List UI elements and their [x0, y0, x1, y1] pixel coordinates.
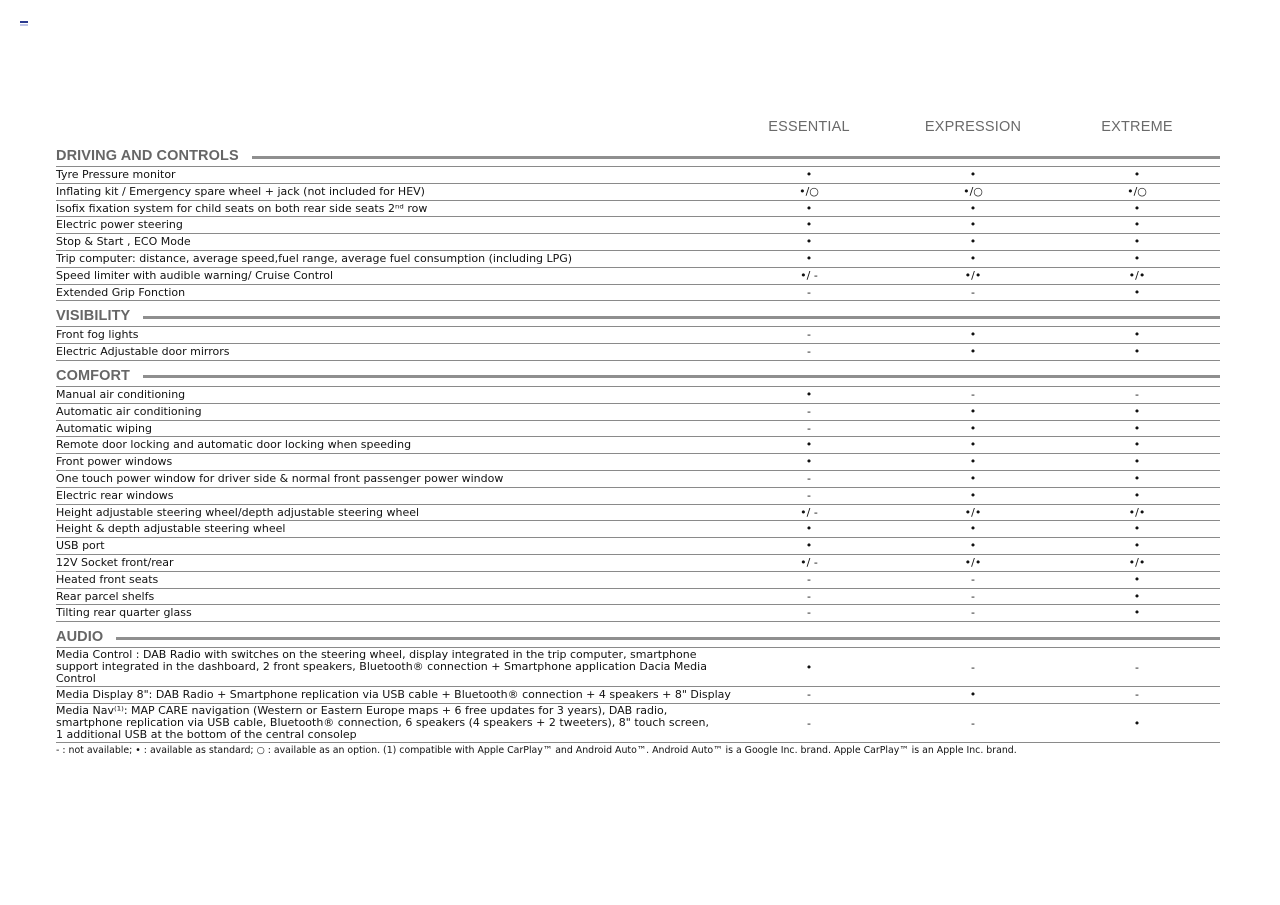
feature-label: Stop & Start , ECO Mode [56, 235, 191, 249]
availability-cell: •/ - [800, 268, 818, 282]
availability-cell: • [969, 218, 977, 232]
availability-cell: •/• [1128, 268, 1146, 282]
availability-cell: - [1135, 387, 1139, 401]
column-header-extreme: EXTREME [1101, 119, 1173, 135]
feature-label: Manual air conditioning [56, 387, 186, 401]
availability-cell: • [1133, 285, 1141, 299]
availability-cell: • [969, 251, 977, 265]
availability-cell: • [805, 539, 813, 553]
availability-cell: •/• [1128, 555, 1146, 569]
section-header [56, 306, 1220, 326]
availability-cell: - [807, 488, 811, 502]
availability-cell: • [805, 661, 813, 675]
table-row [56, 505, 1220, 522]
availability-cell: - [807, 471, 811, 485]
feature-label: Front fog lights [56, 328, 139, 342]
availability-cell: • [1133, 328, 1141, 342]
table-row [56, 166, 1220, 184]
availability-cell: - [807, 345, 811, 359]
feature-label: Rear parcel shelfs [56, 589, 155, 603]
table-row [56, 217, 1220, 234]
table-row [56, 421, 1220, 438]
availability-cell: •/○ [963, 184, 983, 198]
feature-label: 12V Socket front/rear [56, 555, 174, 569]
availability-cell: • [1133, 488, 1141, 502]
availability-cell: •/ - [800, 555, 818, 569]
table-row [56, 555, 1220, 572]
availability-cell: •/• [964, 268, 982, 282]
availability-cell: • [969, 488, 977, 502]
table-row [56, 184, 1220, 201]
section-header [56, 366, 1220, 386]
availability-cell: - [807, 285, 811, 299]
table-row [56, 572, 1220, 589]
availability-cell: - [807, 716, 811, 730]
availability-cell: • [1133, 471, 1141, 485]
table-row [56, 704, 1220, 743]
feature-label: Automatic air conditioning [56, 404, 202, 418]
section-header [56, 146, 1220, 166]
availability-cell: • [1133, 522, 1141, 536]
hamburger-icon[interactable] [20, 21, 28, 27]
availability-cell: • [969, 345, 977, 359]
section-title: COMFORT [56, 367, 130, 384]
availability-cell: • [1133, 235, 1141, 249]
availability-cell: - [807, 606, 811, 620]
availability-cell: • [1133, 716, 1141, 730]
column-header-expression: EXPRESSION [924, 119, 1022, 135]
availability-cell: - [807, 572, 811, 586]
availability-cell: • [1133, 218, 1141, 232]
footnote: - : not available; • : available as standard; ○ : available as an option. (1) compatible with Apple CarPlay™ and Android Auto™. Android Auto™ is a Google Inc. brand. Apple CarPlay™ is an Apple Inc. brand. [56, 744, 1017, 756]
availability-cell: • [969, 539, 977, 553]
table-row [56, 687, 1220, 704]
table-row [56, 201, 1220, 218]
availability-cell: • [1133, 438, 1141, 452]
availability-cell: • [805, 218, 813, 232]
availability-cell: • [805, 522, 813, 536]
availability-cell: • [1133, 572, 1141, 586]
table-row [56, 251, 1220, 268]
feature-label: Electric rear windows [56, 488, 174, 502]
availability-cell: - [971, 716, 975, 730]
availability-cell: - [971, 285, 975, 299]
availability-cell: • [1133, 606, 1141, 620]
feature-label: Extended Grip Fonction [56, 285, 186, 299]
section-divider [116, 637, 1220, 640]
feature-label: Front power windows [56, 455, 173, 469]
feature-label: Height & depth adjustable steering wheel [56, 522, 286, 536]
table-row [56, 404, 1220, 421]
table-row [56, 344, 1220, 361]
table-row [56, 488, 1220, 505]
feature-label: Electric Adjustable door mirrors [56, 345, 230, 359]
table-row [56, 437, 1220, 454]
availability-cell: • [969, 688, 977, 702]
availability-cell: - [971, 572, 975, 586]
spec-table [56, 117, 1220, 756]
feature-label: Media Control : DAB Radio with switches on the steering wheel, display integrated in the trip computer, smartphone support integrated in the dashboard, 2 front speakers, Bluetooth® connection + Smartphone application Dacia Media Control [56, 648, 707, 686]
feature-label: Media Display 8": DAB Radio + Smartphone replication via USB cable + Bluetooth® connection + 4 speakers + 8" Display [56, 688, 731, 702]
availability-cell: • [1133, 345, 1141, 359]
section-divider [252, 156, 1220, 159]
availability-cell: • [1133, 539, 1141, 553]
table-row [56, 605, 1220, 622]
availability-cell: - [807, 589, 811, 603]
availability-cell: - [807, 421, 811, 435]
availability-cell: •/• [964, 555, 982, 569]
availability-cell: • [969, 438, 977, 452]
section-divider [143, 316, 1220, 319]
feature-label: Heated front seats [56, 572, 159, 586]
section-header [56, 627, 1220, 647]
availability-cell: • [1133, 201, 1141, 215]
column-header-essential: ESSENTIAL [768, 119, 850, 135]
availability-cell: • [969, 201, 977, 215]
availability-cell: • [1133, 455, 1141, 469]
availability-cell: •/• [964, 505, 982, 519]
availability-cell: • [1133, 421, 1141, 435]
availability-cell: • [805, 387, 813, 401]
table-row [56, 538, 1220, 555]
feature-label: Tilting rear quarter glass [56, 606, 192, 620]
table-row [56, 454, 1220, 471]
availability-cell: • [805, 251, 813, 265]
column-headers [56, 117, 1220, 141]
feature-label: Automatic wiping [56, 421, 152, 435]
availability-cell: • [969, 421, 977, 435]
feature-label: Remote door locking and automatic door locking when speeding [56, 438, 412, 452]
table-row [56, 471, 1220, 488]
feature-label: Trip computer: distance, average speed,fuel range, average fuel consumption (including LPG) [56, 251, 573, 265]
table-row [56, 647, 1220, 687]
availability-cell: • [805, 168, 813, 181]
availability-cell: - [971, 661, 975, 675]
availability-cell: • [1133, 168, 1141, 181]
availability-cell: • [805, 455, 813, 469]
table-row [56, 268, 1220, 285]
availability-cell: •/ - [800, 505, 818, 519]
availability-cell: • [1133, 589, 1141, 603]
feature-label: Height adjustable steering wheel/depth adjustable steering wheel [56, 505, 420, 519]
availability-cell: - [1135, 688, 1139, 702]
availability-cell: - [971, 589, 975, 603]
availability-cell: • [805, 235, 813, 249]
availability-cell: • [1133, 404, 1141, 418]
section-title: AUDIO [56, 629, 104, 646]
availability-cell: • [969, 471, 977, 485]
availability-cell: • [969, 235, 977, 249]
availability-cell: - [971, 387, 975, 401]
table-row [56, 326, 1220, 344]
availability-cell: - [807, 328, 811, 342]
feature-label: Isofix fixation system for child seats on both rear side seats 2ⁿᵈ row [56, 201, 428, 215]
feature-label: One touch power window for driver side & normal front passenger power window [56, 471, 504, 485]
feature-label: USB port [56, 539, 105, 553]
table-row [56, 386, 1220, 404]
feature-label: Electric power steering [56, 218, 183, 232]
availability-cell: • [969, 455, 977, 469]
availability-cell: - [807, 688, 811, 702]
feature-label: Media Nav⁽¹⁾: MAP CARE navigation (Western or Eastern Europe maps + 6 free updates for 3 years), DAB radio, smartphone replication via USB cable, Bluetooth® connection, 6 speakers (4 speakers + 2 tweeters), 8" touch screen, 1 additional USB at the bottom of the central consolep [56, 703, 709, 741]
feature-label: Tyre Pressure monitor [56, 168, 176, 181]
availability-cell: - [807, 404, 811, 418]
availability-cell: • [805, 201, 813, 215]
availability-cell: •/• [1128, 505, 1146, 519]
feature-label: Inflating kit / Emergency spare wheel + jack (not included for HEV) [56, 184, 425, 198]
availability-cell: - [1135, 661, 1139, 675]
availability-cell: • [969, 328, 977, 342]
availability-cell: • [969, 404, 977, 418]
availability-cell: •/○ [1127, 184, 1147, 198]
availability-cell: • [969, 168, 977, 181]
sections [56, 146, 1220, 743]
section-divider [143, 375, 1220, 378]
table-row [56, 589, 1220, 606]
section-title: DRIVING AND CONTROLS [56, 148, 239, 164]
availability-cell: •/○ [799, 184, 819, 198]
availability-cell: • [805, 438, 813, 452]
feature-label: Speed limiter with audible warning/ Cruise Control [56, 268, 334, 282]
table-row [56, 234, 1220, 251]
table-row [56, 521, 1220, 538]
availability-cell: - [971, 606, 975, 620]
availability-cell: • [969, 522, 977, 536]
table-row [56, 285, 1220, 302]
section-title: VISIBILITY [56, 308, 131, 325]
availability-cell: • [1133, 251, 1141, 265]
